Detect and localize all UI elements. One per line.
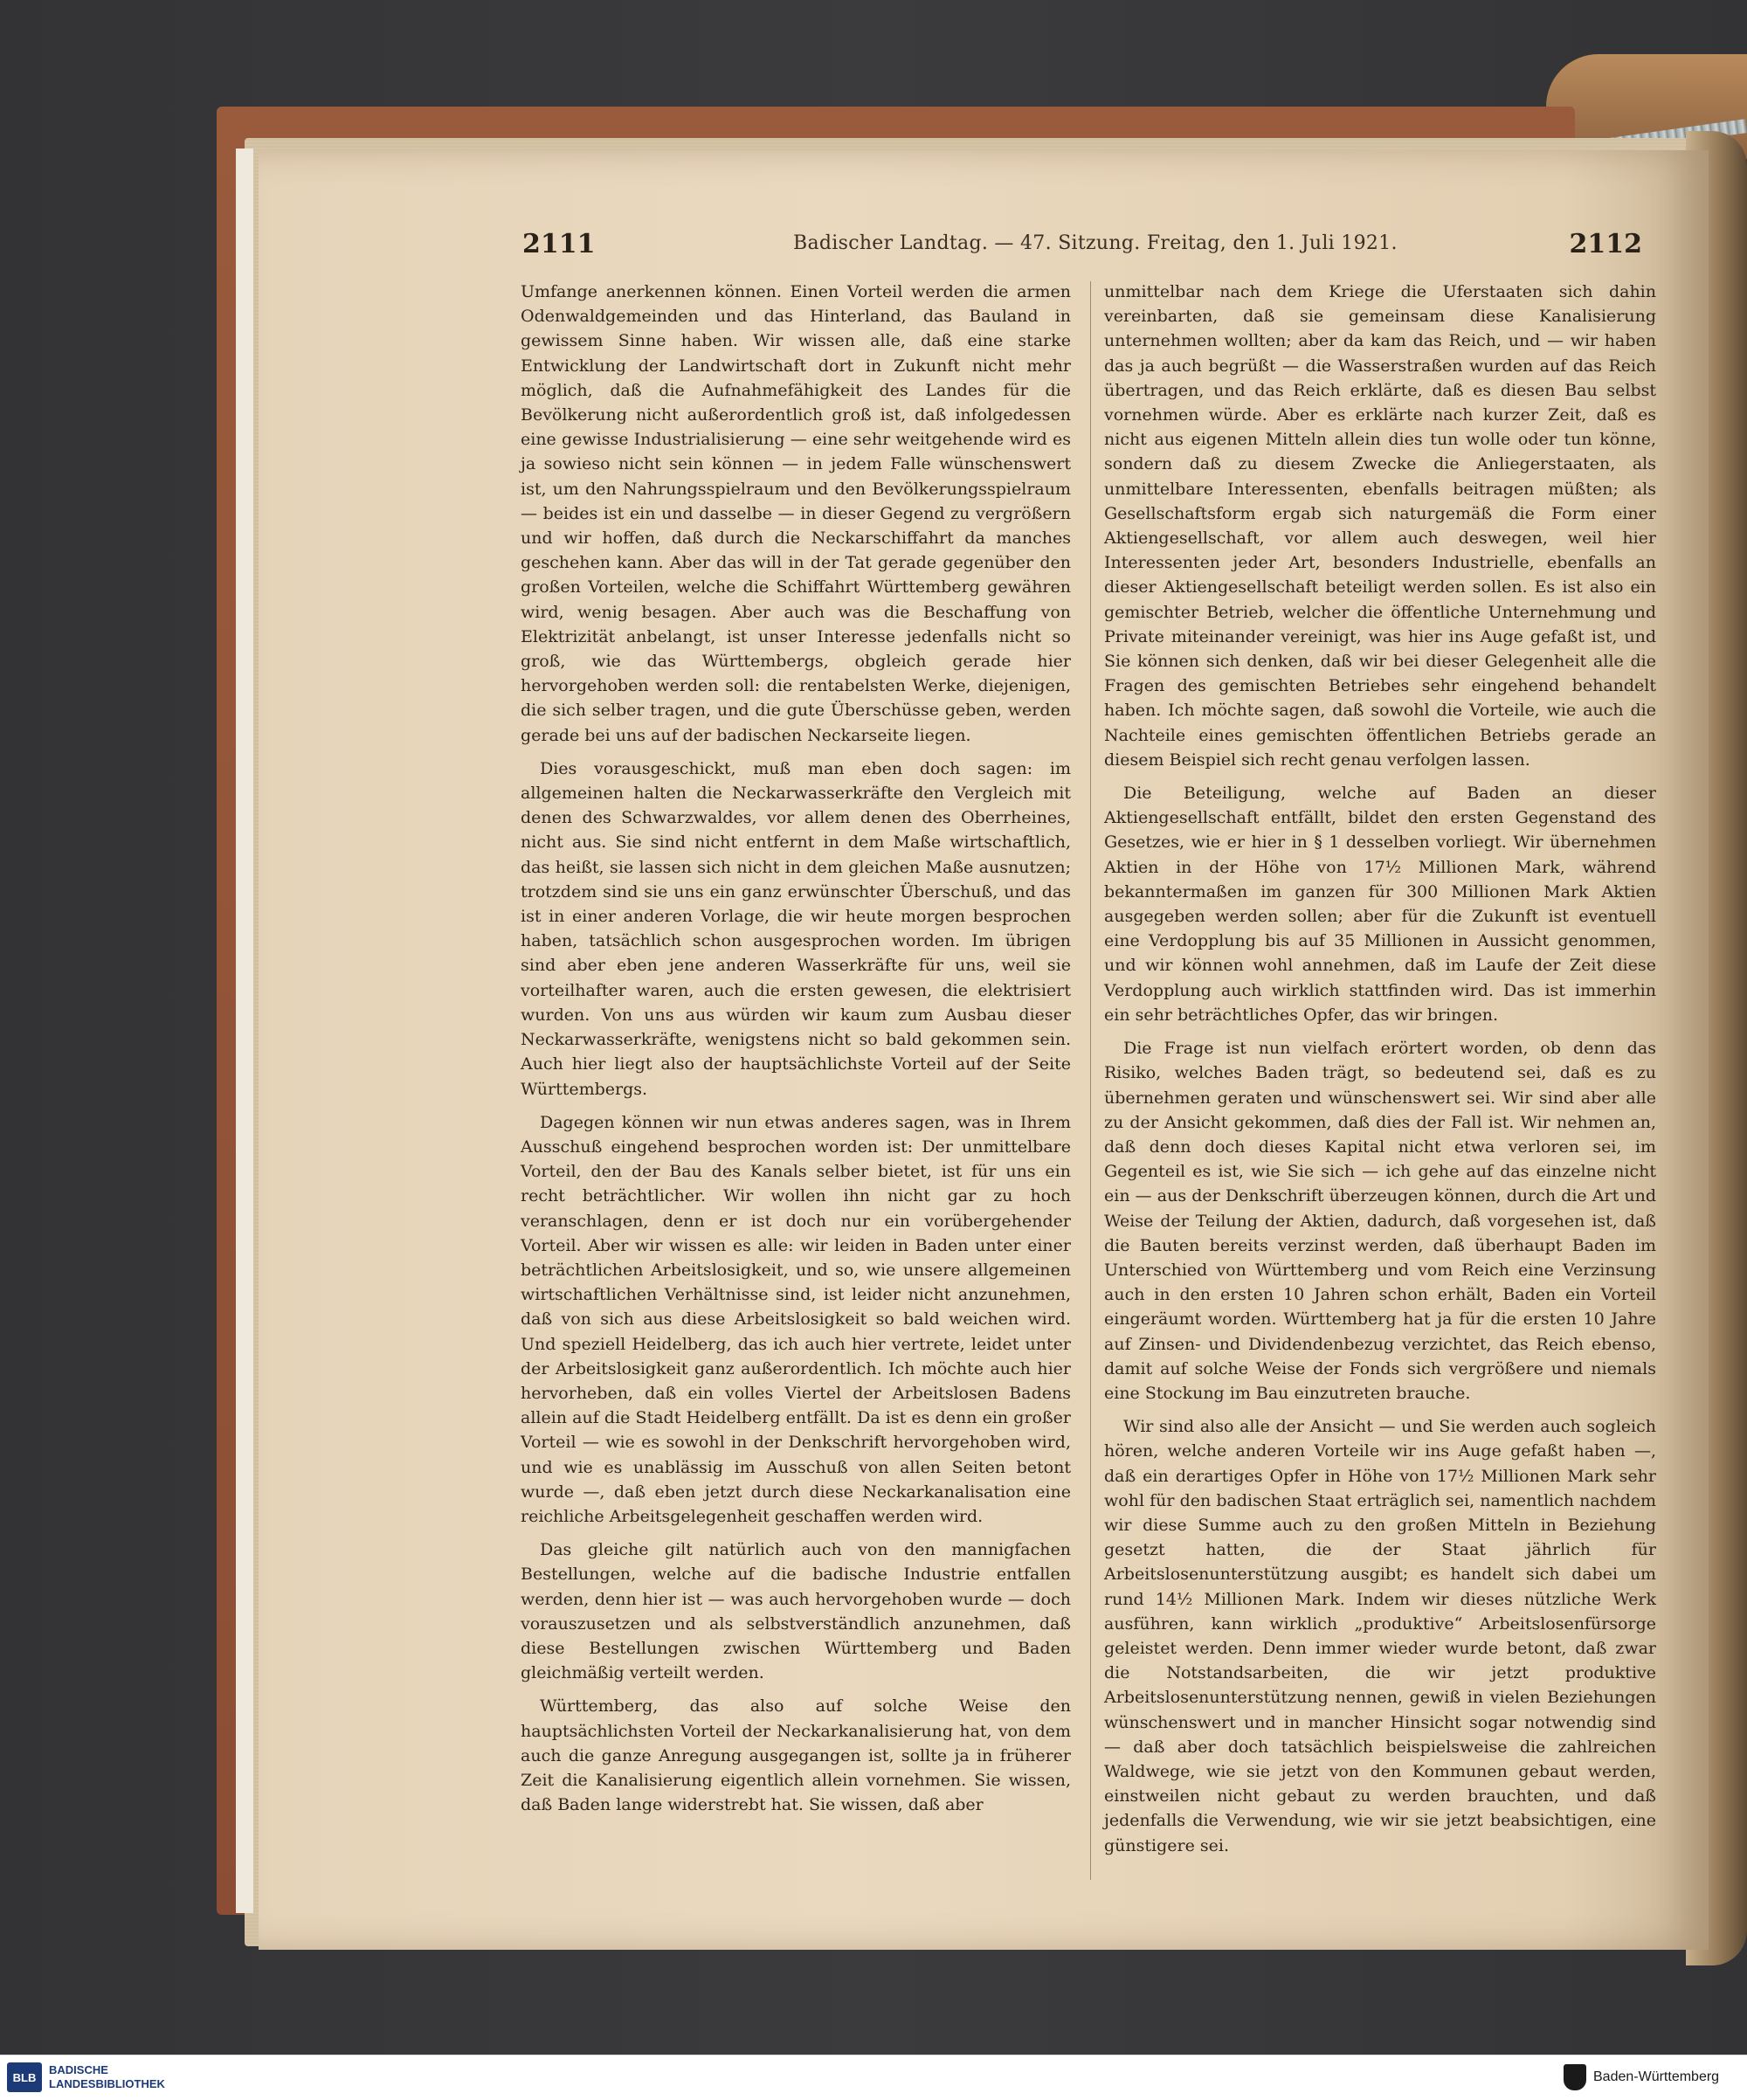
library-name[interactable] — [49, 2063, 165, 2091]
paragraph: Umfange anerkennen können. Einen Vorteil werden die armen Odenwaldgemeinden und das Hinterland, das Bauland in gewissem Sinne haben. Wir wissen alle, daß eine starke Entwicklung der Landwirtschaft dort in Zukunft nicht mehr möglich, daß die Aufnahmefähigkeit des Landes für die Bevölkerung nicht außerordentlich groß ist, daß infolgedessen eine gewisse Industrialisierung — eine sehr weitgehende wird es ja sowieso nicht sein können — in jedem Falle wünschenswert ist, um den Nahrungsspielraum und den Bevölkerungsspielraum — beides ist ein und dasselbe — in dieser Gegend zu vergrößern und wir hoffen, daß durch die Neckarschiffahrt da manches geschehen kann. Aber das will in der Tat gerade gegenüber den großen Vorteilen, welche die Schiffahrt Württemberg gewähren wird, wenig besagen. Aber auch was die Beschaffung von Elektrizität anbelangt, ist unser Interesse jedenfalls nicht so groß, wie das Württembergs, obgleich gerade hier hervorgehoben werden soll: die rentabelsten Werke, diejenigen, die sich selber tragen, und die gute Überschüsse geben, werden gerade bei uns auf der badischen Neckarseite liegen. — [521, 282, 1071, 745]
page-number-right: 2112 — [1569, 229, 1642, 259]
viewer-footer — [0, 2055, 1747, 2100]
paragraph: Das gleiche gilt natürlich auch von den mannigfachen Bestellungen, welche auf die badische Industrie entfallen werden, denn hier ist — was auch hervorgehoben wurde — doch vorauszusetzen und als selbstverständlich anzunehmen, daß diese Bestellungen zwischen Württemberg und Baden gleichmäßig verteilt werden. — [521, 1540, 1071, 1683]
baden-wuerttemberg-crest-icon — [1564, 2064, 1586, 2090]
page-number-left: 2111 — [522, 229, 596, 259]
paragraph: Die Beteiligung, welche auf Baden an dieser Aktiengesellschaft entfällt, bildet den ersten Gegenstand des Gesetzes, wie er hier in § 1 desselben vorliegt. Wir übernehmen Aktien in der Höhe von 17½ Millionen Mark, während bekanntermaßen im ganzen für 300 Millionen Mark Aktien ausgegeben werden sollen; aber für die Zukunft ist eventuell eine Verdopplung bis auf 35 Millionen in Aussicht genommen, und wir können wohl annehmen, daß im Laufe der Zeit diese Verdopplung auch wirklich stattfinden wird. Das ist immerhin ein sehr beträchtliches Opfer, das wir bringen. — [1104, 784, 1656, 1025]
paragraph: Dies vorausgeschickt, muß man eben doch sagen: im allgemeinen halten die Neckarwasserkräfte den Vergleich mit denen des Schwarzwaldes, vor allem denen des Oberrheines, nicht aus. Sie sind nicht entfernt in dem Maße wirtschaftlich, das heißt, sie lassen sich nicht in dem gleichen Maße ausnutzen; trotzdem sind sie uns ein ganz erwünschter Überschuß, und das ist in einer anderen Vorlage, die wir heute morgen besprochen haben, tatsächlich schon ausgesprochen worden. Im übrigen sind aber eben jene anderen Wasserkräfte für uns, weil sie vorteilhafter waren, auch die ersten gewesen, die elektrisiert wurden. Von uns aus würden wir kaum zum Ausbau dieser Neckarwasserkräfte, wenigstens nicht so bald gekommen sein. Auch hier liegt also der hauptsächlichste Vorteil auf der Seite Württembergs. — [521, 758, 1071, 1099]
right-column — [1104, 280, 1656, 1867]
page-edge-white — [236, 149, 253, 1913]
paragraph: unmittelbar nach dem Kriege die Uferstaaten sich dahin vereinbarten, daß sie gemeinsam diese Kanalisierung unternehmen wollten; aber da kam das Reich, und — wir haben das ja auch begrüßt — die Wasserstraßen wurden auf das Reich übertragen, und das Reich erklärte, daß es diesen Bau selbst vornehmen würde. Aber es erklärte nach kurzer Zeit, daß es nicht aus eigenen Mitteln allein dies tun wolle oder tun könne, sondern daß zu diesem Zwecke die Anliegerstaaten, als unmittelbare Interessenten, ebenfalls beitragen müßten; als Gesellschaftsform ergab sich naturgemäß die Form einer Aktiengesellschaft, vor allem auch deswegen, weil hier Interessenten jeder Art, besonders Industrielle, ebenfalls an dieser Aktiengesellschaft beteiligt werden sollen. Es ist also ein gemischter Betrieb, welcher die öffentliche Unternehmung und Private miteinander vereinigt, was hier ins Auge gefaßt ist, und Sie können sich denken, daß wir bei dieser Gelegenheit alle die Fragen des gemischten Betriebes sehr eingehend behandelt haben. Ich möchte sagen, daß sowohl die Vorteile, wie auch die Nachteile eines gemischten öffentlichen Betriebs gerade an diesem Beispiel sich recht genau verfolgen lassen. — [1104, 282, 1656, 770]
left-column — [521, 280, 1071, 1826]
column-divider — [1090, 281, 1091, 1880]
page-header — [522, 229, 1642, 264]
library-name-line1: BADISCHE — [49, 2063, 108, 2076]
running-title: Badischer Landtag. — 47. Sitzung. Freitag, den 1. Juli 1921. — [793, 232, 1398, 254]
library-name-line2: LANDESBIBLIOTHEK — [49, 2077, 165, 2090]
paragraph: Dagegen können wir nun etwas anderes sagen, was in Ihrem Ausschuß eingehend besprochen worden ist: Der unmittelbare Vorteil, den der Bau des Kanals selber bietet, ist für uns ein recht beträchtlicher. Wir wollen ihn nicht gar zu hoch veranschlagen, denn er ist doch nur ein vorübergehender Vorteil. Aber wir wissen es alle: wir leiden in Baden unter einer beträchtlichen Arbeitslosigkeit, und so, wie unsere allgemeinen wirtschaftlichen Verhältnisse sind, ist leider nicht anzunehmen, daß von sich aus diese Arbeitslosigkeit so bald weichen wird. Und speziell Heidelberg, das ich auch hier vertrete, leidet unter der Arbeitslosigkeit ganz außerordentlich. Ich möchte auch hier hervorheben, daß ein volles Viertel der Arbeitslosen Badens allein auf die Stadt Heidelberg entfällt. Da ist es denn ein großer Vorteil — wie es sowohl in der Denkschrift hervorgehoben wird, und wie es unablässig im Ausschuß von allen Seiten betont wurde —, daß eben jetzt durch diese Neckarkanalisation eine reichliche Arbeitsgelegenheit geschaffen werden wird. — [521, 1112, 1071, 1526]
paragraph: Die Frage ist nun vielfach erörtert worden, ob denn das Risiko, welches Baden trägt, so bedeutend sei, daß es zu übernehmen geraten und wünschenswert sei. Wir sind aber alle zu der Ansicht gekommen, daß dies der Fall ist. Wir nehmen an, daß denn doch dieses Kapital nicht etwa verloren sei, im Gegenteil es ist, wie Sie sich — ich gehe auf das einzelne nicht ein — aus der Denkschrift überzeugen können, durch die Art und Weise der Teilung der Aktien, dadurch, daß vorgesehen ist, daß die Bauten bereits verzinst werden, daß überhaupt Baden im Unterschied von Württemberg und vom Reich eine Verzinsung auch in den ersten 10 Jahren schon erhält, Baden ein Vorteil eingeräumt worden. Württemberg hat ja für die ersten 10 Jahre auf Zinsen- und Dividendenbezug verzichtet, das Reich ebenso, damit auf solche Weise der Fonds sich vergrößere und niemals eine Stockung im Bau einzutreten brauche. — [1104, 1039, 1656, 1403]
blb-logo[interactable] — [7, 2062, 42, 2092]
paragraph: Württemberg, das also auf solche Weise den hauptsächlichsten Vorteil der Neckarkanalisierung hat, von dem auch die ganze Anregung ausgegangen ist, sollte ja in früherer Zeit die Kanalisierung eigentlich allein vornehmen. Sie wissen, daß Baden lange widerstrebt hat. Sie wissen, daß aber — [521, 1696, 1071, 1815]
blb-logo-text: BLB — [12, 2070, 37, 2084]
paragraph: Wir sind also alle der Ansicht — und Sie werden auch sogleich hören, welche anderen Vorteile wir ins Auge gefaßt haben —, daß ein derartiges Opfer in Höhe von 17½ Millionen Mark sehr wohl für den badischen Staat erträglich sei, namentlich nachdem wir diese Summe auch zu den großen Mitteln in Beziehung gesetzt hatten, die der Staat jährlich für Arbeitslosenunterstützung ausgibt; es handelt sich dabei um rund 14½ Millionen Mark. Indem wir dieses nützliche Werk ausführen, kann wirklich „produktive“ Arbeitslosenfürsorge geleistet werden. Denn immer wieder wurde betont, daß zwar die Notstandsarbeiten, die wir jetzt produktive Arbeitslosenunterstützung nennen, gewiß in vielen Beziehungen wünschenswert und in mancher Hinsicht sogar notwendig sind — daß aber doch tatsächlich beispielsweise die zahlreichen Waldwege, wie sie jetzt von den Kommunen gebaut werden, einstweilen nicht gebaut zu werden brauchten, und daß jedenfalls die Verwendung, wie wir sie jetzt beabsichtigen, eine günstigere sei. — [1104, 1417, 1656, 1855]
state-name[interactable]: Baden-Württemberg — [1593, 2069, 1720, 2084]
